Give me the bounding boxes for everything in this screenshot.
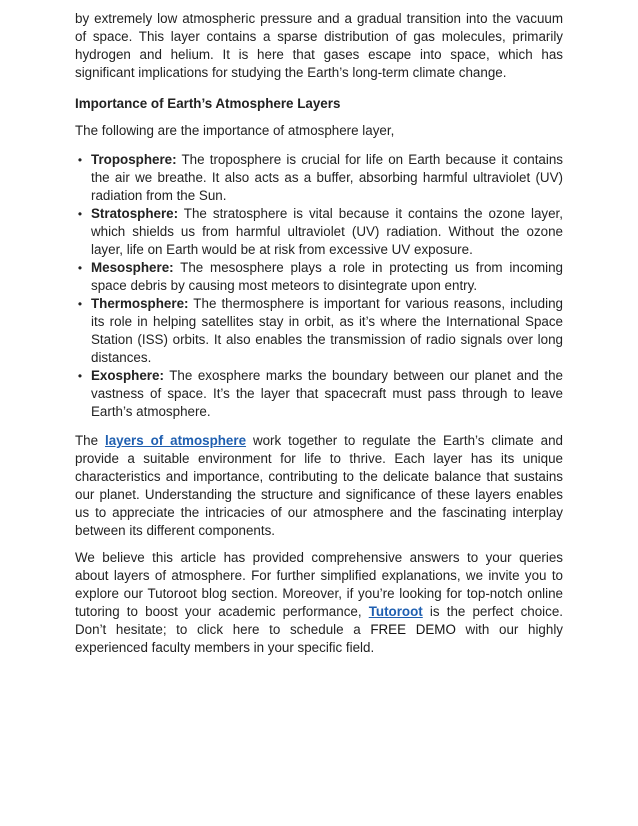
list-item-term: Stratosphere: (91, 206, 179, 221)
list-item-term: Thermosphere: (91, 296, 189, 311)
layers-list (75, 151, 563, 421)
bullet-icon: • (77, 297, 83, 311)
closing-text-3: with our highly experienced faculty members in your specific field. (75, 622, 563, 655)
list-item-term: Exosphere: (91, 368, 164, 383)
layers-of-atmosphere-link[interactable]: layers of atmosphere (104, 433, 247, 448)
bullet-icon: • (77, 261, 83, 275)
tutoroot-link[interactable]: Tutoroot (368, 604, 423, 619)
section-heading: Importance of Earth’s Atmosphere Layers (75, 96, 341, 111)
list-item-text: The troposphere is crucial for life on Earth because it contains the air we breathe. It also acts as a buffer, absorbing harmful ultraviolet (UV) radiation from the Sun. (91, 152, 563, 203)
closing-text-1: We believe this article has provided comprehensive answers to your queries about layers of atmosphere. For further simplified explanations, we invite you to explore our Tutoroot blog section. Moreover, if you’re looking for top-notch online tutoring to boost your academic performance, (75, 550, 563, 619)
bullet-icon: • (77, 369, 83, 383)
summary-text-after: work together to regulate the Earth’s climate and provide a suitable environment for life to thrive. Each layer has its unique characteristics and importance, contributing to the delicate balance that sustains our planet. Understanding the structure and significance of these layers enables us to appreciate the intricacies of our atmosphere and the fascinating interplay between its different components. (75, 433, 563, 538)
lead-paragraph: The following are the importance of atmosphere layer, (75, 123, 395, 138)
summary-text-before: The (75, 433, 105, 448)
list-item-term: Mesosphere: (91, 260, 174, 275)
list-item-text: The thermosphere is important for various reasons, including its role in helping satellites stay in orbit, as it’s where the International Space Station (ISS) orbits. It also enables the transmission of radio signals over long distances. (91, 296, 563, 365)
bullet-icon: • (77, 153, 83, 167)
list-item-text: The mesosphere plays a role in protecting us from incoming space debris by causing most meteors to disintegrate upon entry. (91, 260, 563, 293)
list-item-troposphere (75, 151, 563, 205)
list-item-exosphere (75, 367, 563, 421)
intro-paragraph: by extremely low atmospheric pressure and a gradual transition into the vacuum of space. This layer contains a sparse distribution of gas molecules, primarily hydrogen and helium. It is here that gases escape into space, which has significant implications for studying the Earth’s long-term climate change. (75, 11, 563, 80)
list-item-stratosphere (75, 205, 563, 259)
summary-paragraph (75, 432, 563, 540)
list-item-mesosphere (75, 259, 563, 295)
closing-paragraph (75, 549, 563, 657)
list-item-thermosphere (75, 295, 563, 367)
bullet-icon: • (77, 207, 83, 221)
list-item-text: The exosphere marks the boundary between our planet and the vastness of space. It’s the layer that spacecraft must pass through to leave Earth’s atmosphere. (91, 368, 563, 419)
list-item-text: The stratosphere is vital because it contains the ozone layer, which shields us from harmful ultraviolet (UV) radiation. Without the ozone layer, life on Earth would be at risk from excessive UV exposure. (91, 206, 563, 257)
free-demo-text: FREE DEMO (370, 622, 456, 637)
closing-text-2: is the perfect choice. Don’t hesitate; to click here to schedule a (75, 604, 563, 637)
list-item-term: Troposphere: (91, 152, 177, 167)
